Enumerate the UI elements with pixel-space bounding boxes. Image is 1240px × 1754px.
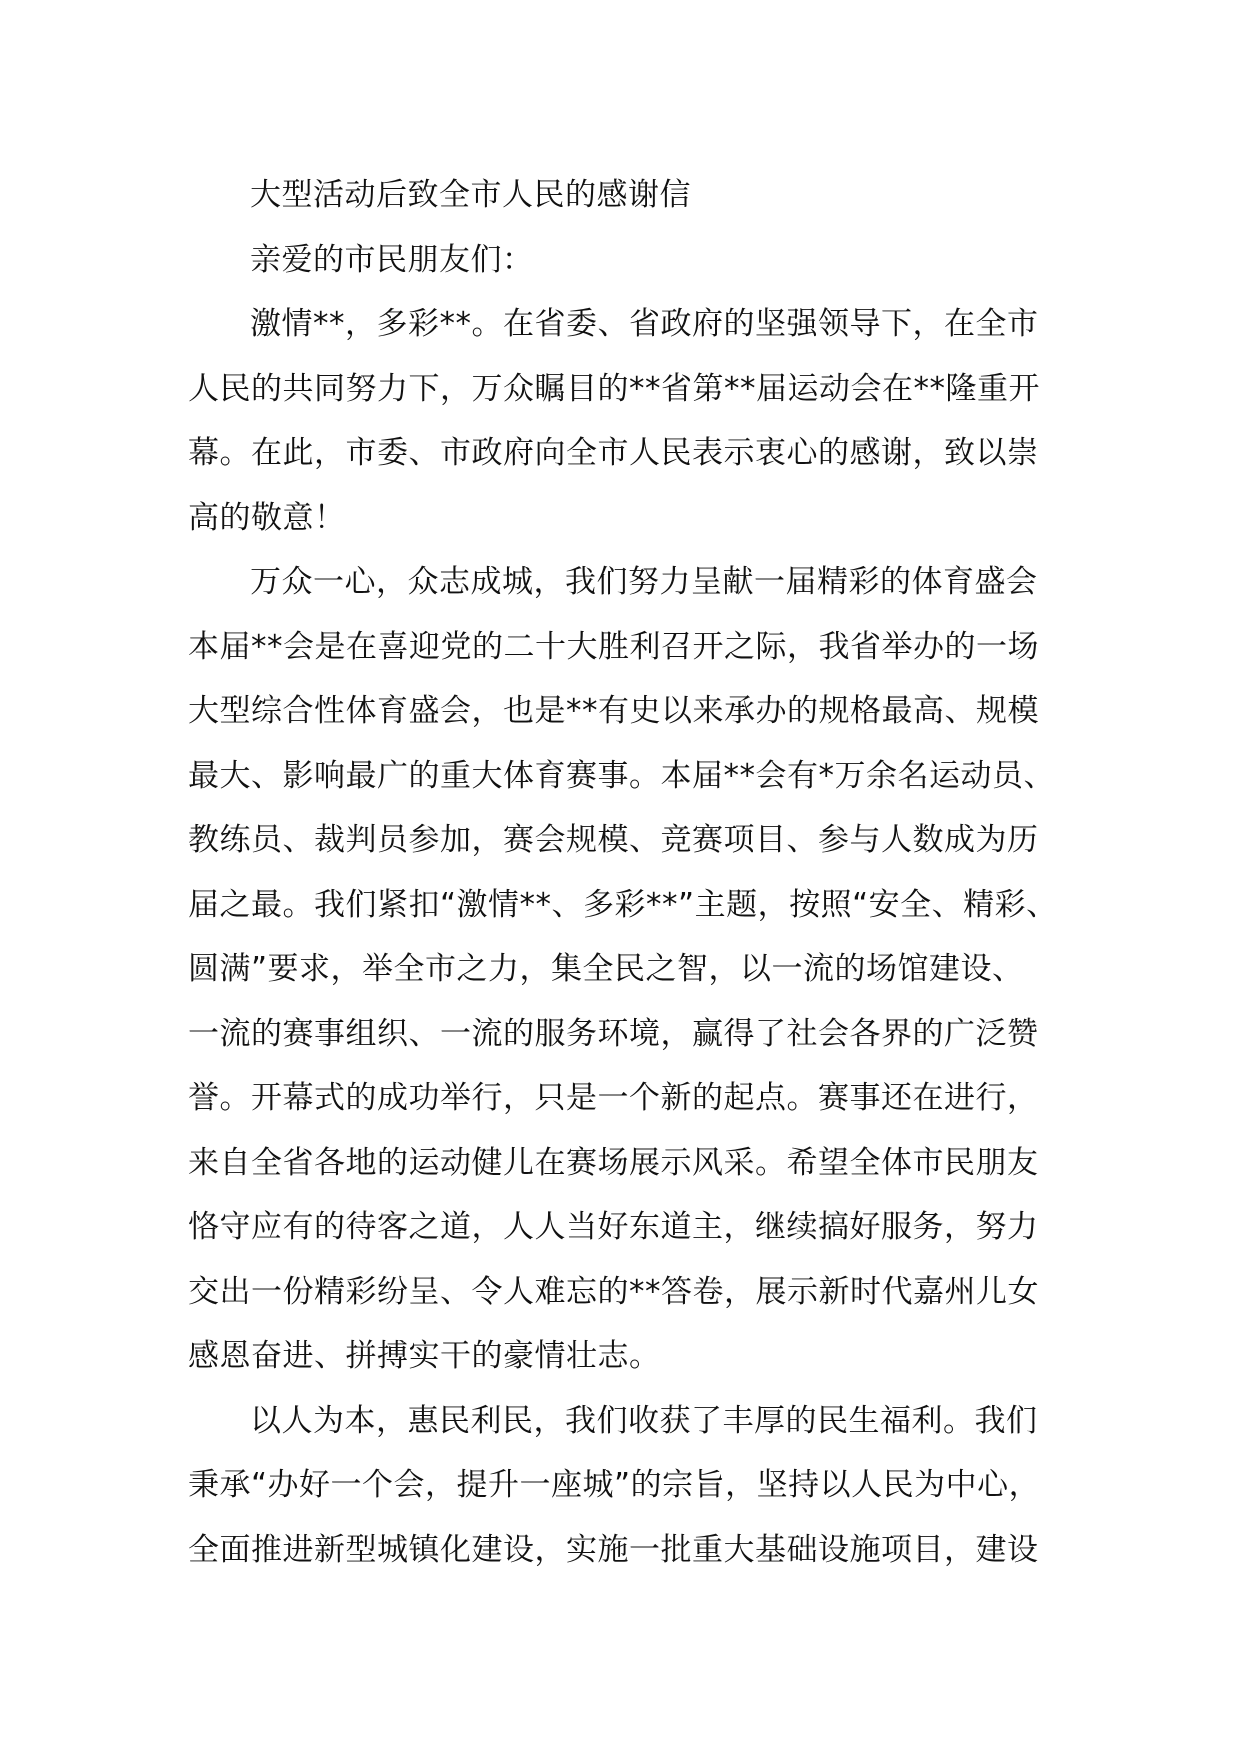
- text-line: 万众一心，众志成城，我们努力呈献一届精彩的体育盛会: [250, 564, 1038, 600]
- text-line: 全面推进新型城镇化建设，实施一批重大基础设施项目，建设: [188, 1531, 1039, 1568]
- text-line: 交出一份精彩纷呈、令人难忘的**答卷，展示新时代嘉州儿女: [188, 1273, 1039, 1310]
- text-line: 恪守应有的待客之道，人人当好东道主，继续搞好服务，努力: [188, 1209, 1039, 1245]
- text-line: 圆满”要求，举全市之力，集全民之智，以一流的场馆建设、: [188, 951, 1024, 987]
- text-line: 高的敬意！: [188, 499, 346, 536]
- text-line: 感恩奋进、拼搏实干的豪情壮志。: [188, 1338, 661, 1374]
- salutation: 亲爱的市民朋友们：: [250, 241, 534, 278]
- text-line: 大型综合性体育盛会，也是**有史以来承办的规格最高、规模: [188, 693, 1039, 729]
- text-line: 最大、影响最广的重大体育赛事。本届**会有*万余名运动员、: [188, 757, 1055, 794]
- text-line: 本届**会是在喜迎党的二十大胜利召开之际，我省举办的一场: [188, 628, 1039, 665]
- text-line: 幕。在此，市委、市政府向全市人民表示衷心的感谢，致以崇: [188, 435, 1039, 471]
- letter-body: [188, 163, 1078, 1582]
- text-line: 一流的赛事组织、一流的服务环境，赢得了社会各界的广泛赞: [188, 1015, 1039, 1052]
- text-line: 来自全省各地的运动健儿在赛场展示风采。希望全体市民朋友: [188, 1144, 1039, 1181]
- text-line: 届之最。我们紧扣“激情**、多彩**”主题，按照“安全、精彩、: [188, 886, 1058, 923]
- letter-title: 大型活动后致全市人民的感谢信: [250, 177, 691, 213]
- text-line: 激情**，多彩**。在省委、省政府的坚强领导下，在全市: [250, 306, 1039, 342]
- text-line: 教练员、裁判员参加，赛会规模、竞赛项目、参与人数成为历: [188, 822, 1039, 858]
- text-line: 以人为本，惠民利民，我们收获了丰厚的民生福利。我们: [250, 1402, 1038, 1439]
- text-line: 誉。开幕式的成功举行，只是一个新的起点。赛事还在进行，: [188, 1080, 1039, 1116]
- text-line: 秉承“办好一个会，提升一座城”的宗旨，坚持以人民为中心，: [188, 1467, 1041, 1503]
- text-line: 人民的共同努力下，万众瞩目的**省第**届运动会在**隆重开: [188, 370, 1040, 407]
